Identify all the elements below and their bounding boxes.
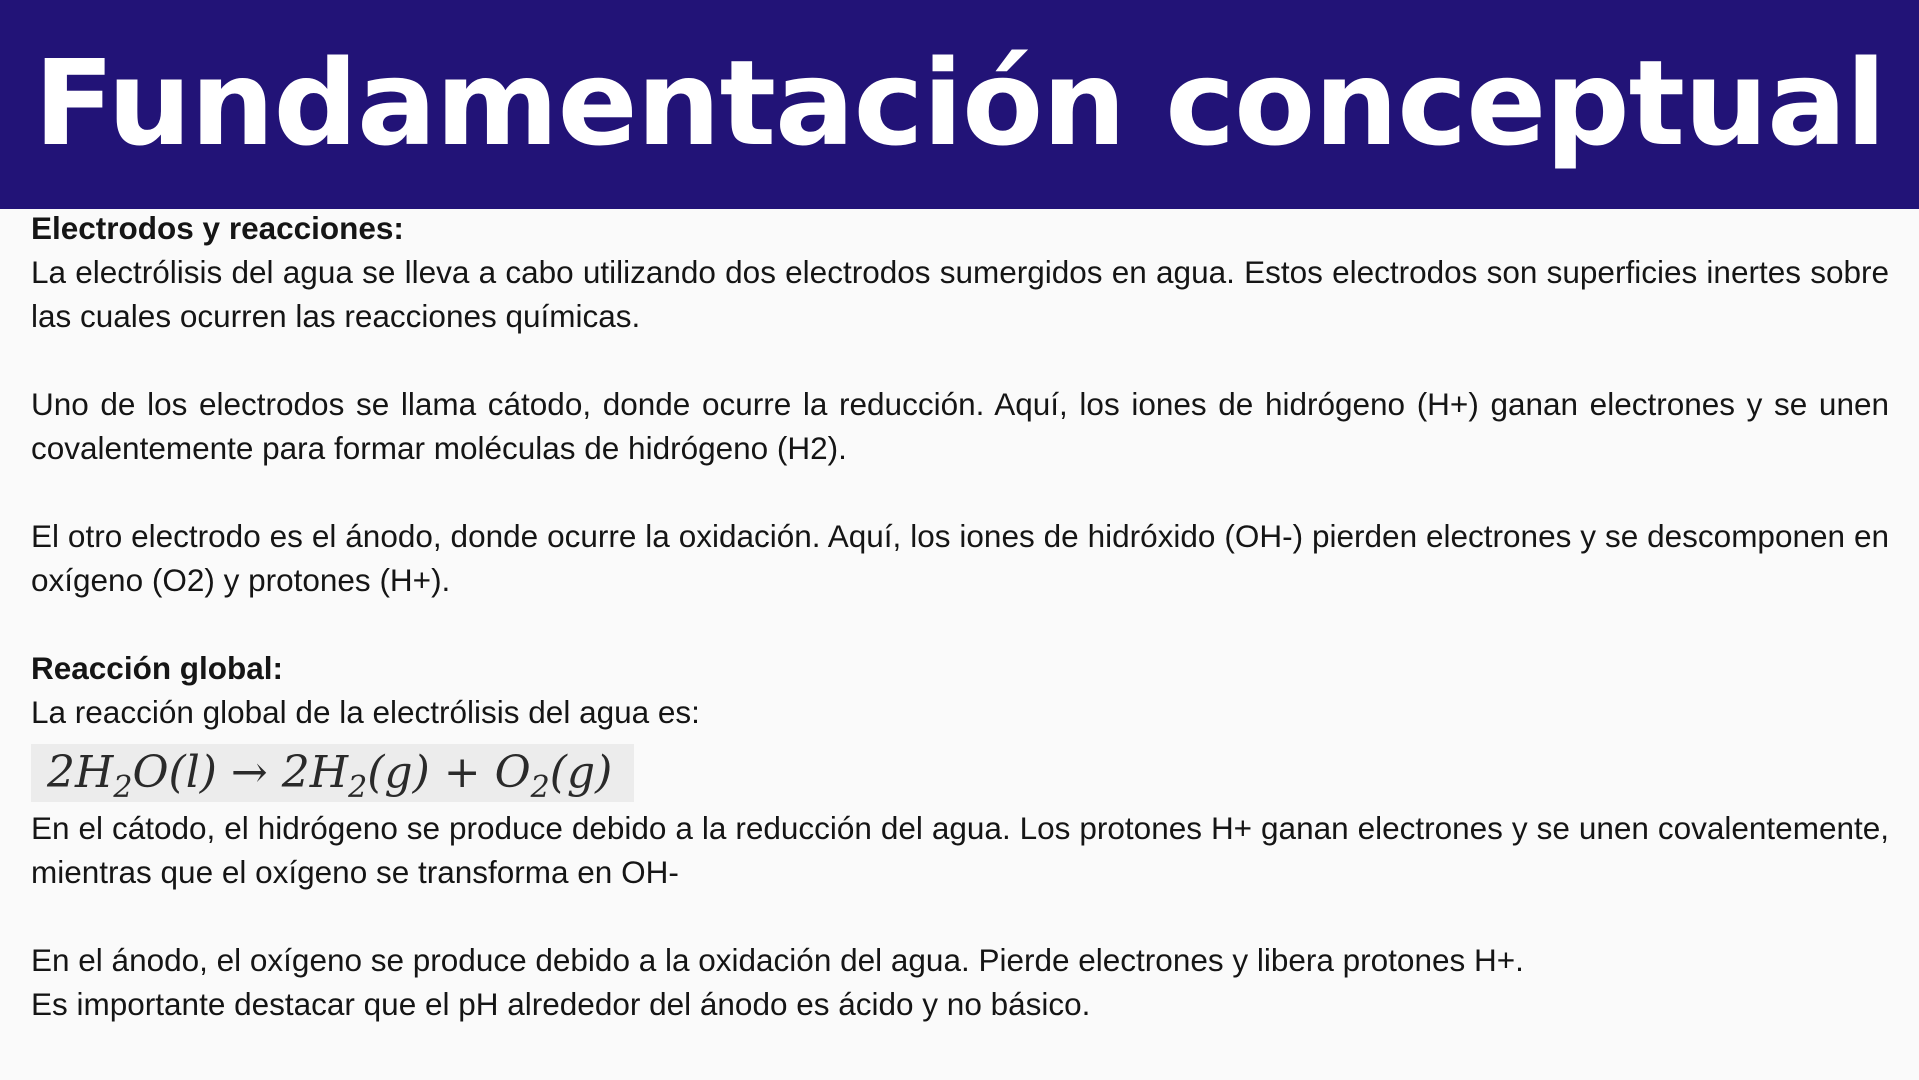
paragraph-cathode: Uno de los electrodos se llama cátodo, donde ocurre la reducción. Aquí, los iones de hidrógeno (H+) ganan electrones y se unen covalentemente para formar moléculas de hidrógeno (H2). (31, 386, 1889, 466)
equation-subscript: 2 (348, 770, 368, 805)
equation-coefficient: 2 (47, 747, 75, 798)
spacer (31, 470, 1889, 514)
spacer (31, 338, 1889, 382)
paragraph-electrolysis-intro: La electrólisis del agua se lleva a cabo utilizando dos electrodos sumergidos en agua. Estos electrodos son superficies inertes sobre las cuales ocurren las reacciones químicas. (31, 254, 1889, 334)
equation-reactant-product: O(l) → 2H (132, 747, 349, 798)
equation-subscript: 2 (530, 770, 550, 805)
equation-hydrogen: H (75, 747, 114, 798)
global-reaction-equation (31, 744, 634, 805)
line-anode-reaction: En el ánodo, el oxígeno se produce debido a la oxidación del agua. Pierde electrones y libera protones H+. (31, 942, 1524, 978)
paragraph-cathode-reaction: En el cátodo, el hidrógeno se produce debido a la reducción del agua. Los protones H+ ganan electrones y se unen covalentemente, mientras que el oxígeno se transforma en OH- (31, 810, 1889, 890)
equation-end: (g) (549, 747, 613, 798)
spacer (31, 894, 1889, 938)
section-heading-electrodes: Electrodos y reacciones: (31, 210, 404, 246)
slide-title: Fundamentación conceptual (33, 34, 1886, 172)
spacer (31, 602, 1889, 646)
title-banner (0, 0, 1919, 209)
section-heading-global-reaction: Reacción global: (31, 650, 284, 686)
equation-middle: (g) + O (367, 747, 531, 798)
equation-subscript: 2 (113, 770, 133, 805)
paragraph-anode: El otro electrodo es el ánodo, donde ocurre la oxidación. Aquí, los iones de hidróxido (OH-) pierden electrones y se descomponen en oxígeno (O2) y protones (H+). (31, 518, 1889, 598)
line-ph-note: Es importante destacar que el pH alrededor del ánodo es ácido y no básico. (31, 986, 1091, 1022)
slide-body (31, 206, 1889, 1026)
paragraph-global-intro: La reacción global de la electrólisis del agua es: (31, 694, 700, 730)
